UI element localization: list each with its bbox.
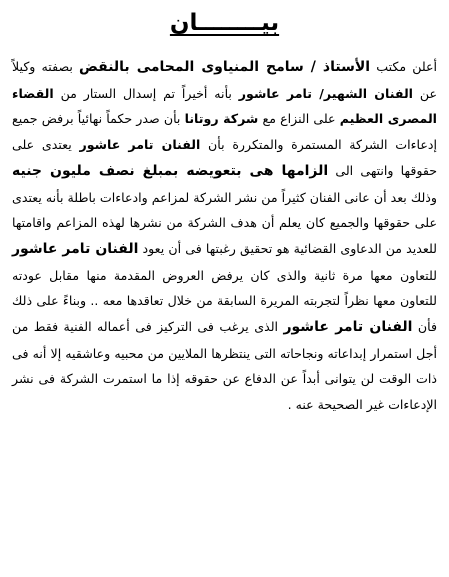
text-run: للتعاون معها مرة ثانية والذى كان يرفض العروض المقدمة منها مقابل عودته للتعاون معها نظراً لتجربته المريرة السابقة من خلال تعاقدها معه .. وبناءً على ذلك فأن — [12, 267, 437, 335]
text-run: بأن صدر حكماً نهائياً برفض جميع إدعاءات الشركة المستمرة والمتكررة بأن — [12, 111, 437, 153]
bold-text-run: الزامها هى بتعويضه بمبلغ نصف مليون جنيه — [12, 162, 329, 179]
text-run: بصفته وكيلاً عن — [12, 59, 437, 101]
text-run: على النزاع مع — [258, 111, 340, 127]
text-run: الذى يرغب فى التركيز فى أعماله الفنية فقط من أجل استمرار إبداعاته ونجاحاته التى ينتظرها الملايين من محبيه وعاشقيه إلا أنه فى ذات الوقت لن يتوانى أبداً عن الدفاع عن حقوقه إذا ما استمرت الشركة فى نشر الإدعاءات غير الصحيحة عنه . — [12, 319, 437, 413]
text-run: بأنه أخيراً تم إسدال الستار من — [53, 85, 239, 101]
bold-text-run: شركة روتانا — [184, 111, 259, 127]
bold-text-run: الفنان تامر عاشور — [12, 240, 139, 257]
statement-document — [12, 6, 437, 571]
bold-text-run: الفنان الشهير/ تامر عاشور — [238, 85, 414, 101]
document-title-text: بيــــــــان — [169, 10, 280, 36]
bold-text-run: الفنان تامر عاشور — [283, 319, 413, 336]
text-run: أعلن مكتب — [370, 59, 437, 74]
bold-text-run: الفنان تامر عاشور — [79, 137, 201, 153]
bold-text-run: الأستاذ / سامح المنياوى المحامى بالنقض — [79, 59, 371, 75]
text-run: يعتدى على حقوقها وانتهى الى — [12, 137, 437, 178]
document-title — [12, 6, 437, 46]
bold-text-run: القضاء المصرى العظيم — [12, 85, 437, 127]
text-run: وذلك بعد أن عانى الفنان كثيراً من نشر الشركة لمزاعم وادعاءات باطلة بأنه يعتدى على حقوقها والجميع كان يعلم أن هدف الشركة من نشرها لهذه المزاعم واقامتها للعديد من الدعاوى القضائية هو تحقيق رغبتها فى أن يعود — [12, 189, 437, 256]
statement-paragraph — [12, 54, 437, 418]
